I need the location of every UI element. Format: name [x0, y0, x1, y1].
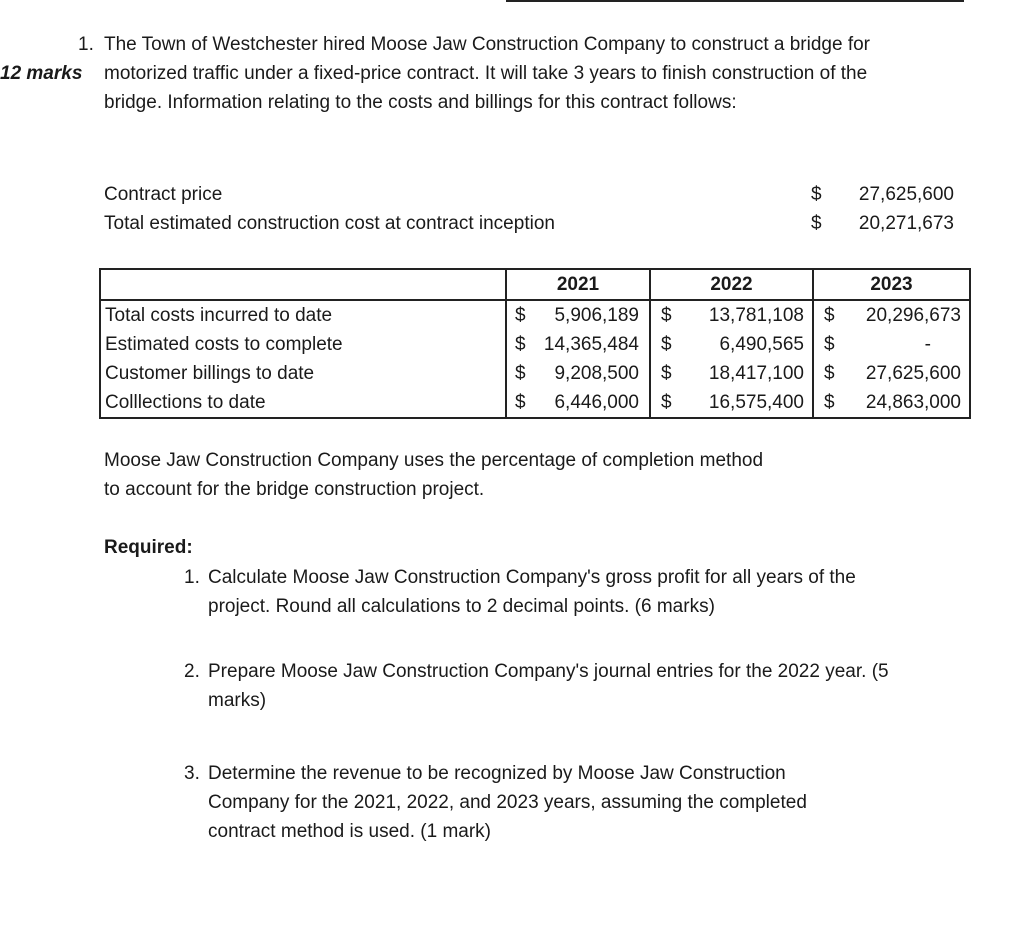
row-label: Colllections to date	[100, 388, 506, 418]
problem-line-2: motorized traffic under a fixed-price contract. It will take 3 years to finish construction of the	[104, 63, 868, 84]
table-cell: $ 20,296,673	[824, 305, 961, 326]
required-item-3-line-1: Determine the revenue to be recognized by Moose Jaw Construction	[208, 763, 786, 784]
table-cell: $ 13,781,108	[661, 305, 804, 326]
required-item-1-number: 1.	[184, 567, 200, 588]
method-line-2: to account for the bridge construction project.	[104, 479, 485, 500]
table-cell: $ -	[824, 334, 931, 355]
required-item-2-line-2: marks)	[208, 690, 267, 711]
table-row	[100, 359, 970, 388]
table-cell: $ 9,208,500	[515, 363, 639, 384]
header-blank	[100, 269, 506, 300]
header-2022: 2022	[650, 269, 813, 300]
required-item-3-line-2: Company for the 2021, 2022, and 2023 years, assuming the completed	[208, 792, 807, 813]
header-2021: 2021	[506, 269, 650, 300]
estimated-cost-value: 20,271,673	[858, 213, 954, 234]
row-label: Customer billings to date	[100, 359, 506, 388]
table-row	[100, 300, 970, 330]
problem-line-3: bridge. Information relating to the costs and billings for this contract follows:	[104, 92, 737, 113]
problem-number: 1.	[78, 34, 94, 55]
table-cell: $ 14,365,484	[515, 334, 639, 355]
top-rule	[506, 0, 964, 2]
table-cell: $ 5,906,189	[515, 305, 639, 326]
table-cell: $ 24,863,000	[824, 392, 961, 413]
required-item-3-number: 3.	[184, 763, 200, 784]
table-cell: $ 27,625,600	[824, 363, 961, 384]
row-label: Estimated costs to complete	[100, 330, 506, 359]
required-item-3-line-3: contract method is used. (1 mark)	[208, 821, 491, 842]
contract-price-value: 27,625,600	[858, 184, 954, 205]
table-cell: $ 18,417,100	[661, 363, 804, 384]
costs-table	[99, 268, 971, 419]
table-cell: $ 6,446,000	[515, 392, 639, 413]
contract-price-label: Contract price	[104, 184, 223, 205]
required-item-2-line-1: Prepare Moose Jaw Construction Company's journal entries for the 2022 year. (5	[208, 661, 889, 682]
table-row	[100, 388, 970, 418]
table-cell: $ 6,490,565	[661, 334, 804, 355]
required-heading: Required:	[104, 537, 193, 558]
table-cell: $ 16,575,400	[661, 392, 804, 413]
required-item-1-line-2: project. Round all calculations to 2 decimal points. (6 marks)	[208, 596, 715, 617]
row-label: Total costs incurred to date	[100, 300, 506, 330]
table-header-row	[100, 269, 970, 300]
method-line-1: Moose Jaw Construction Company uses the percentage of completion method	[104, 450, 764, 471]
problem-line-1: The Town of Westchester hired Moose Jaw Construction Company to construct a bridge for	[104, 34, 870, 55]
contract-price-currency: $	[811, 184, 822, 205]
estimated-cost-currency: $	[811, 213, 822, 234]
table-row	[100, 330, 970, 359]
required-item-1-line-1: Calculate Moose Jaw Construction Company's gross profit for all years of the	[208, 567, 856, 588]
required-item-2-number: 2.	[184, 661, 200, 682]
estimated-cost-label: Total estimated construction cost at contract inception	[104, 213, 555, 234]
header-2023: 2023	[813, 269, 970, 300]
marks-label: 12 marks	[0, 63, 83, 84]
